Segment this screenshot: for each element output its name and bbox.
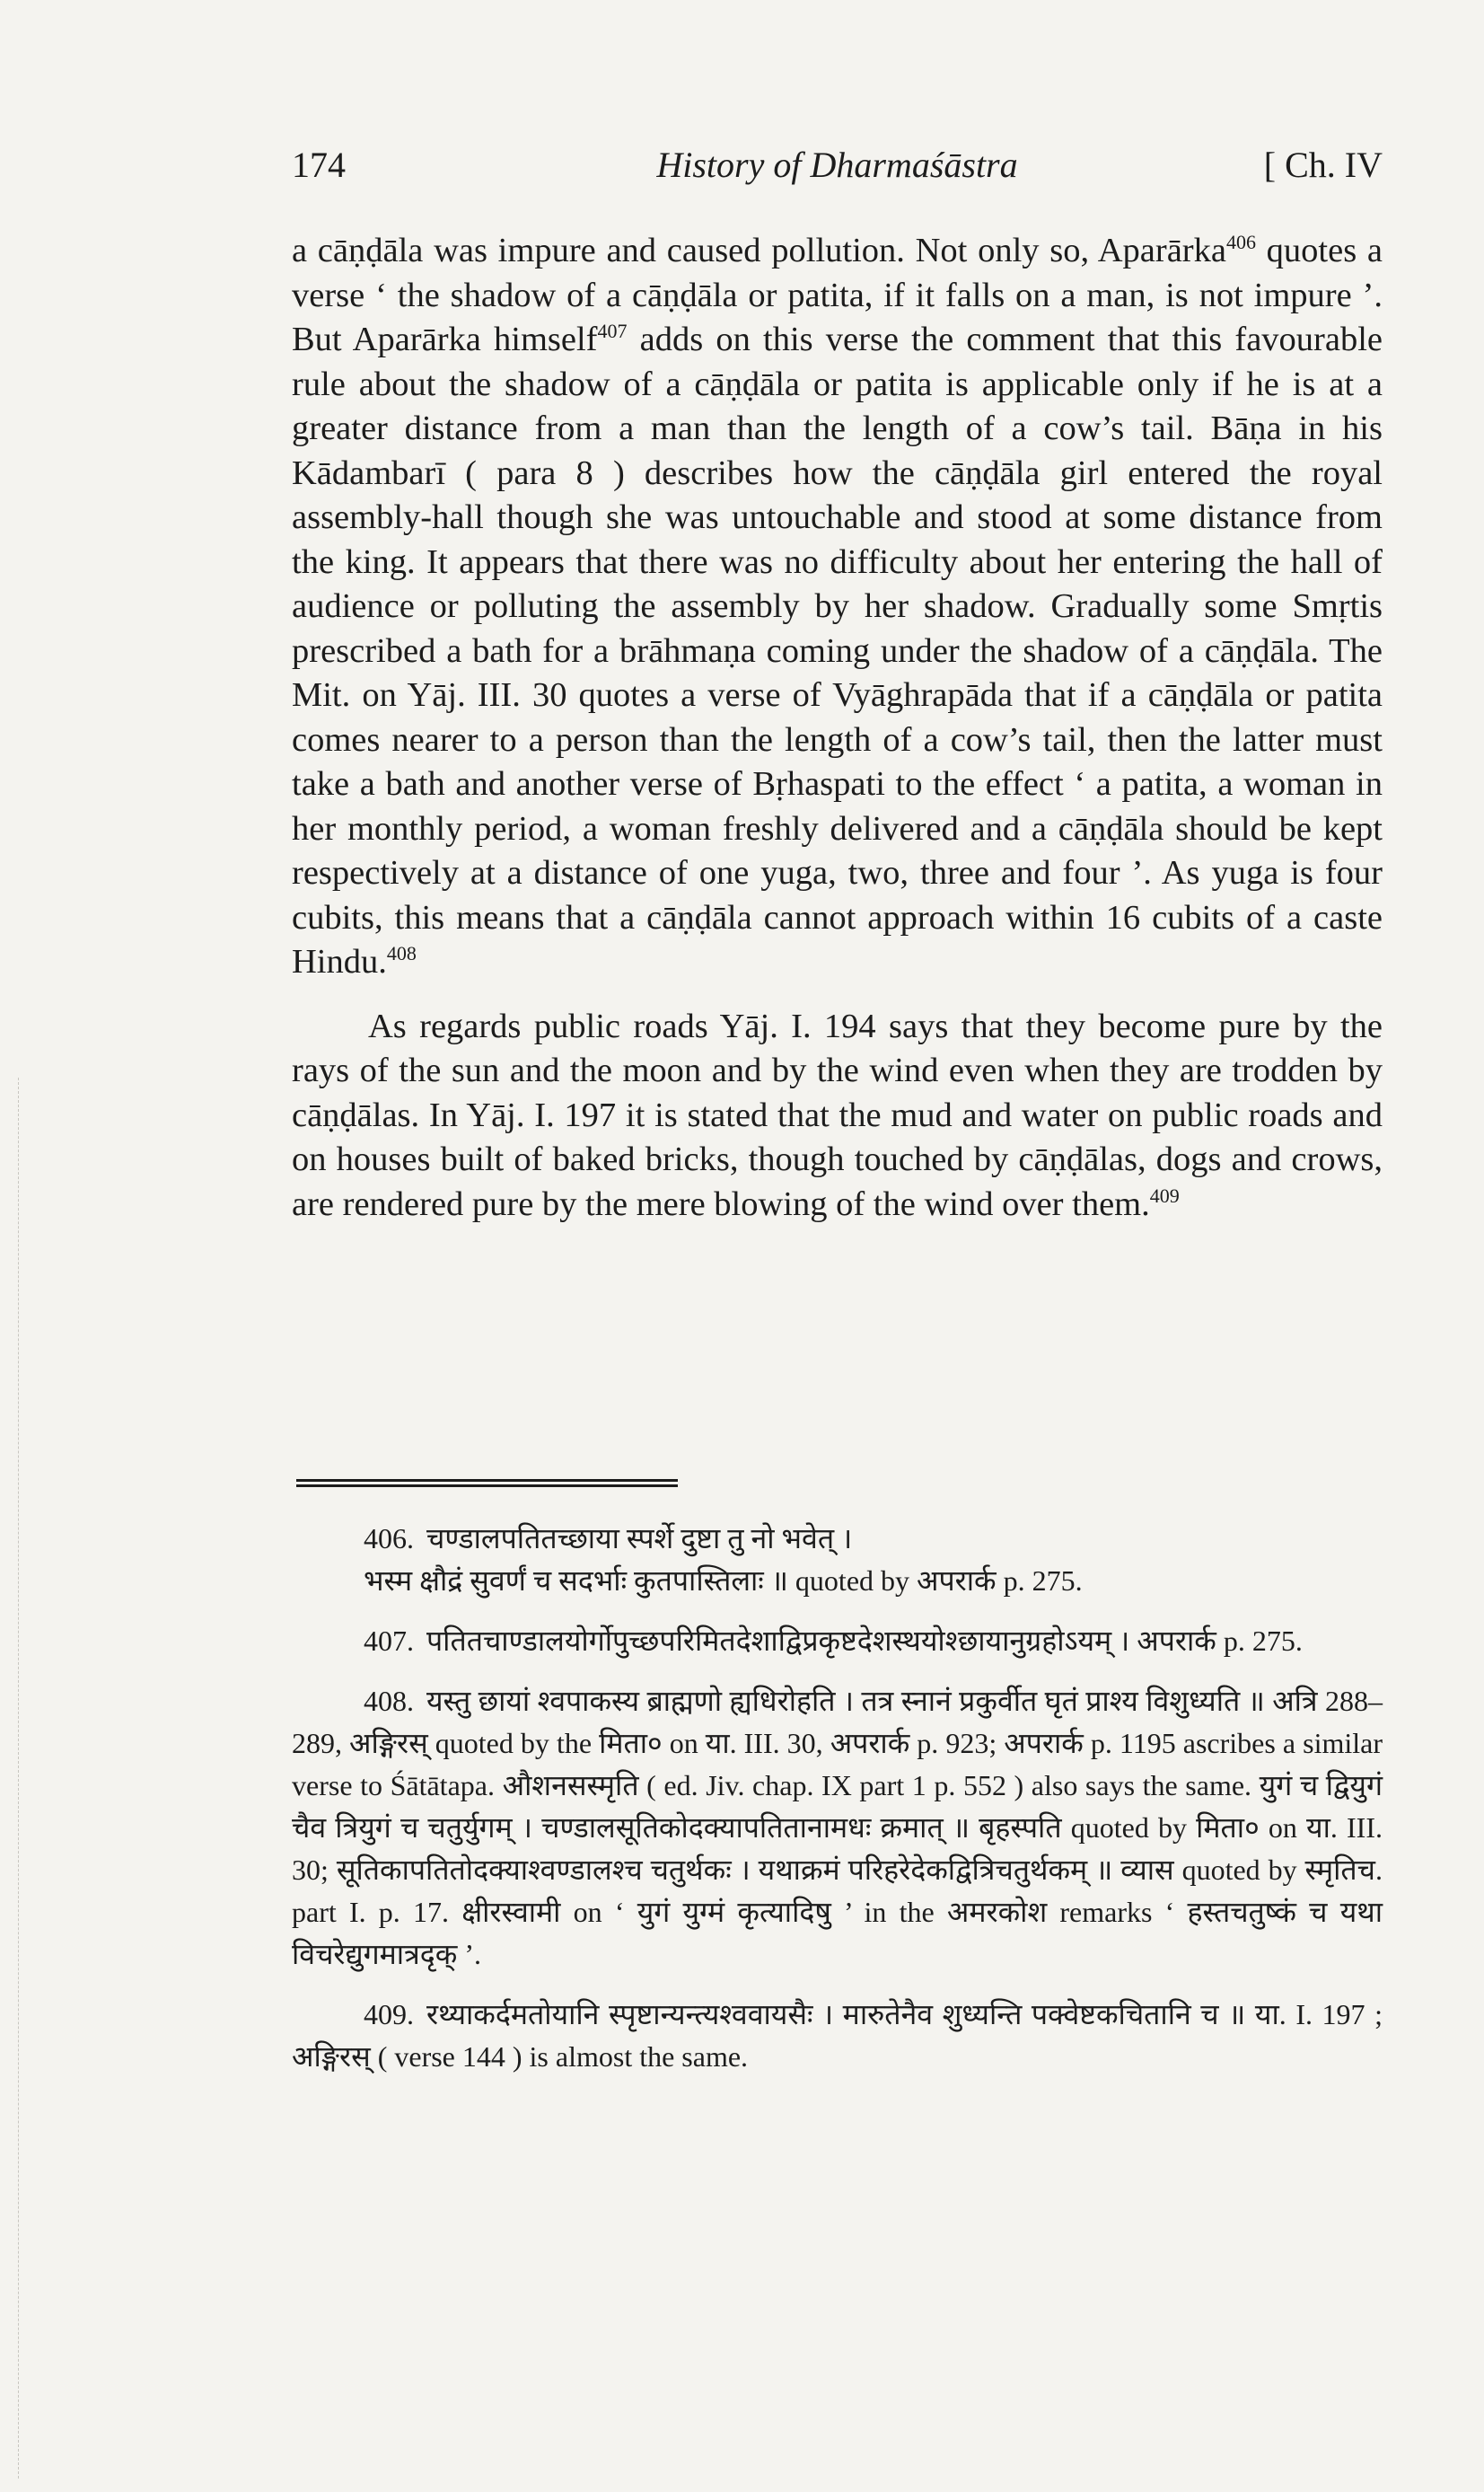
paragraph-2-text: As regards public roads Yāj. I. 194 says that they become pure by the rays of the sun and the moon and by the wind even when they are trodden by cāṇḍālas. In Yāj. I. 197 it is stated that the mud and water on public roads and on houses built of baked bricks, though touched by cāṇḍālas, dogs and crows, are rendered pure by the mere blowing of the wind over them. bbox=[292, 1007, 1383, 1223]
footnote-number: 409. bbox=[364, 1998, 414, 2030]
paragraph-1-text-c: adds on this verse the comment that this favourable rule about the shadow of a cāṇḍāla or patita is applicable only if he is at a greater distance from a man than the length of a cow’s tail. Bāṇa in his Kādambarī ( para 8 ) describes how the cāṇḍāla girl entered the royal assembly-hall though she was untouchable and stood at some distance from the king. It appears that there was no difficulty about her entering the hall of audience or polluting the assembly by her shadow. Gradually some Smṛtis prescribed a bath for a brāhmaṇa coming under the shadow of a cāṇḍāla. The Mit. on Yāj. III. 30 quotes a verse of Vyāghrapāda that if a cāṇḍāla or patita comes nearer to a person than the length of a cow’s tail, then the latter must take a bath and another verse of Bṛhaspati to the effect ‘ a patita, a woman in her monthly period, a woman freshly delivered and a cāṇḍāla should be kept respectively at a distance of one yuga, two, three and four ’. As yuga is four cubits, this means that a cāṇḍāla cannot approach within 16 cubits of a caste Hindu. bbox=[292, 321, 1383, 981]
main-text bbox=[292, 229, 1383, 1227]
footnote-text-line-2: भस्म क्षौद्रं सुवर्णं च सदर्भाः कुतपास्तिलाः ॥ quoted by अपरार्क p. 275. bbox=[364, 1564, 1083, 1597]
paragraph-2 bbox=[292, 1005, 1383, 1228]
footnote-number: 406. bbox=[364, 1522, 414, 1554]
footnote-407 bbox=[292, 1620, 1383, 1662]
footnote-text: रथ्याकर्दमतोयानि स्पृष्टान्यन्त्यश्ववायसैः । मारुतेनैव शुध्यन्ति पक्वेष्टकचितानि च ॥ या. I. 197 ; अङ्गिरस् ( verse 144 ) is almost the same. bbox=[292, 1998, 1383, 2073]
paragraph-1 bbox=[292, 229, 1383, 985]
footnote-ref-408: 408 bbox=[386, 942, 417, 965]
footnote-separator bbox=[296, 1479, 678, 1487]
running-header bbox=[292, 135, 1383, 198]
chapter-label: [ Ch. IV bbox=[1263, 145, 1383, 185]
paragraph-1-text-a: a cāṇḍāla was impure and caused pollution. Not only so, Aparārka bbox=[292, 232, 1226, 269]
footnote-number: 408. bbox=[364, 1685, 414, 1717]
scan-margin-mark bbox=[18, 1078, 19, 2479]
footnote-text: यस्तु छायां श्वपाकस्य ब्राह्मणो ह्यधिरोहति । तत्र स्नानं प्रकुर्वीत घृतं प्राश्य विशुध्यति ॥ अत्रि 288–289, अङ्गिरस् quoted by the मिता० on या. III. 30, अपरार्क p. 923; अपरार्क p. 1195 ascribes a similar verse to Śātātapa. औशनसस्मृति ( ed. Jiv. chap. IX part 1 p. 552 ) also says the same. युगं च द्वियुगं चैव त्रियुगं च चतुर्युगम् । चण्डालसूतिकोदक्यापतितानामधः क्रमात् ॥ बृहस्पति quoted by मिता० on या. III. 30; सूतिकापतितोदक्याश्वण्डालश्च चतुर्थकः । यथाक्रमं परिहरेदेकद्वित्रिचतुर्थकम् ॥ व्यास quoted by स्मृतिच. part I. p. 17. क्षीरस्वामी on ‘ युगं युग्मं कृत्यादिषु ’ in the अमरकोश remarks ‘ हस्तचतुष्कं च यथा विचरेद्युगमात्रदृक् ’. bbox=[292, 1685, 1383, 1970]
footnote-ref-407: 407 bbox=[597, 320, 628, 343]
footnote-408 bbox=[292, 1680, 1383, 1976]
footnote-409 bbox=[292, 1994, 1383, 2078]
footnote-ref-409: 409 bbox=[1149, 1184, 1180, 1207]
paragraph-1-text-b: quotes a verse ‘ the shadow of a cāṇḍāla or patita, if it falls on a man, is not impure ’. But Aparārka himself bbox=[292, 232, 1383, 358]
footnote-406 bbox=[292, 1518, 1383, 1602]
footnotes bbox=[292, 1518, 1383, 2096]
page-number: 174 bbox=[292, 145, 346, 185]
footnote-text: चण्डालपतितच्छाया स्पर्शे दुष्टा तु नो भवेत् । bbox=[426, 1522, 853, 1554]
footnote-number: 407. bbox=[364, 1625, 414, 1657]
footnote-ref-406: 406 bbox=[1225, 231, 1256, 254]
running-title: History of Dharmaśāstra bbox=[656, 145, 1018, 185]
footnote-text: पतितचाण्डालयोर्गोपुच्छपरिमितदेशाद्विप्रकृष्टदेशस्थयोश्छायानुग्रहोऽयम् । अपरार्क p. 275. bbox=[426, 1625, 1303, 1657]
